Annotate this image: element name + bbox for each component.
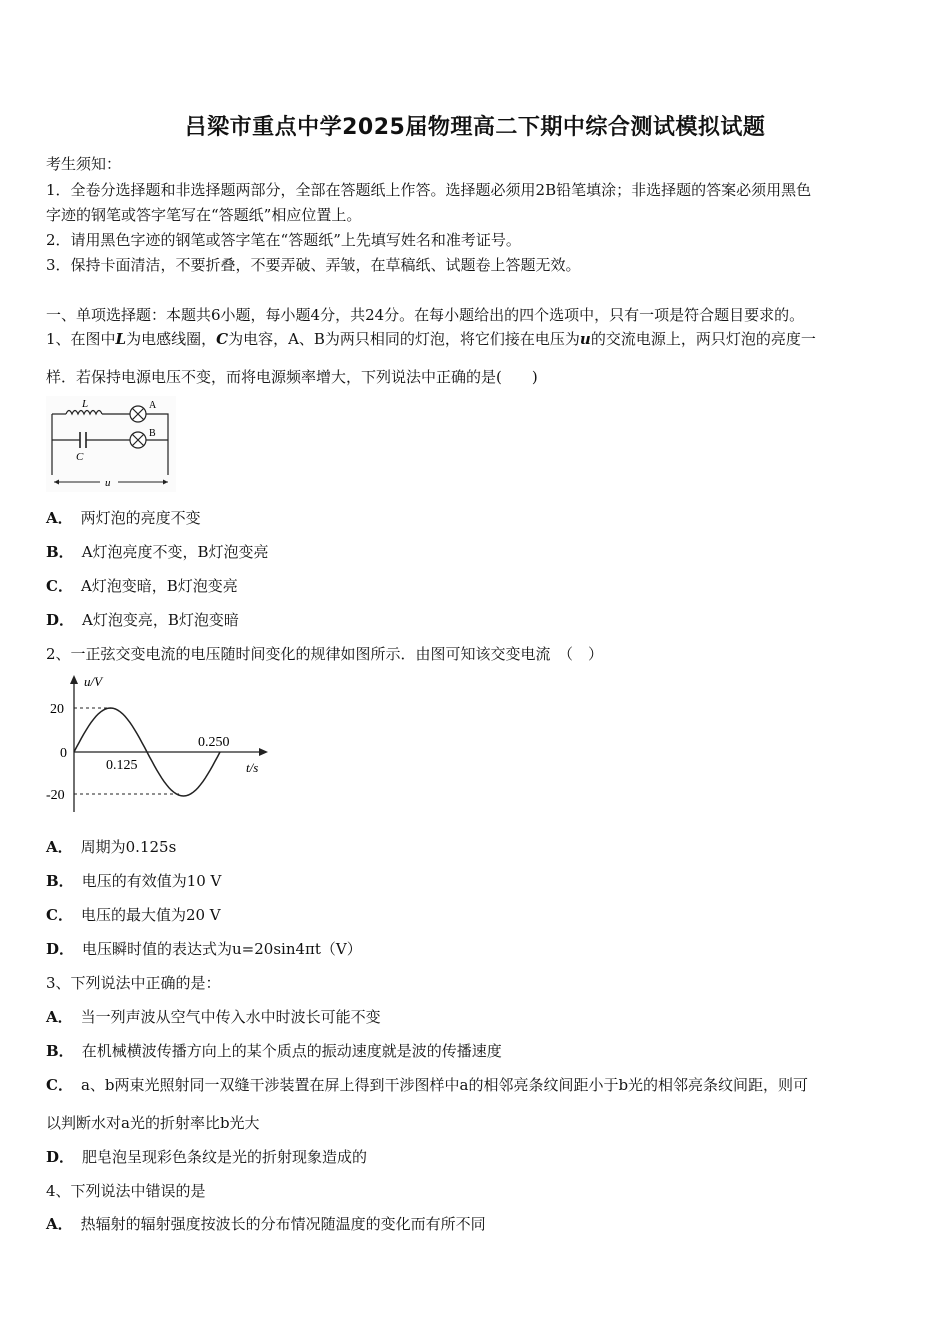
q1-option-c: C． A灯泡变暗，B灯泡变亮 — [46, 577, 238, 595]
notice-item: 3．保持卡面清洁，不要折叠，不要弄破、弄皱，在草稿纸、试题卷上答题无效。 — [46, 256, 581, 274]
x-tick-period: 0.250 — [198, 735, 230, 750]
notice-item: 2．请用黑色字迹的钢笔或答字笔在“答题纸”上先填写姓名和准考证号。 — [46, 231, 521, 249]
q1-symbol-u: u — [579, 330, 591, 348]
q1-circuit-diagram — [46, 396, 176, 492]
source-voltage-label: u — [105, 477, 111, 489]
q1-stem-part: 为电容，A、B为两只相同的灯泡，将它们接在电压为 — [228, 330, 580, 348]
q1-stem-line1 — [46, 328, 816, 349]
q1-option-d: D． A灯泡变亮，B灯泡变暗 — [46, 611, 239, 629]
x-axis-label: t/s — [246, 760, 259, 775]
x-axis-arrow-icon — [259, 748, 268, 756]
y-tick-zero: 0 — [60, 746, 67, 761]
notice-heading: 考生须知： — [46, 155, 122, 173]
y-tick-max: 20 — [50, 702, 64, 717]
q4-stem: 4、下列说法中错误的是 — [46, 1182, 206, 1200]
q2-option-c: C． 电压的最大值为20 V — [46, 906, 221, 924]
q2-stem: 2、一正弦交变电流的电压随时间变化的规律如图所示．由图可知该交变电流 （ ） — [46, 645, 604, 663]
q3-option-d: D． 肥皂泡呈现彩色条纹是光的折射现象造成的 — [46, 1148, 368, 1166]
q3-option-b: B． 在机械横波传播方向上的某个质点的振动速度就是波的传播速度 — [46, 1042, 502, 1060]
y-axis-label: u/V — [84, 674, 103, 689]
notice-item: 1．全卷分选择题和非选择题两部分，全部在答题纸上作答。选择题必须用2B铅笔填涂；非选择题的答案必须用黑色 — [46, 181, 812, 199]
y-axis-arrow-icon — [70, 675, 78, 684]
capacitor-label: C — [76, 451, 84, 463]
q1-stem-part: 为电感线圈， — [126, 330, 217, 348]
q1-symbol-L: L — [115, 330, 127, 348]
q2-option-d: D． 电压瞬时值的表达式为u=20sin4πt（V） — [46, 940, 362, 958]
page-title: 吕梁市重点中学2025届物理高二下期中综合测试模拟试题 — [184, 115, 766, 140]
q2-sine-graph — [40, 670, 270, 815]
section-heading: 一、单项选择题：本题共6小题，每小题4分，共24分。在每小题给出的四个选项中，只有一项是符合题目要求的。 — [46, 306, 805, 324]
y-tick-min: -20 — [46, 788, 65, 803]
q4-option-a: A． 热辐射的辐射强度按波长的分布情况随温度的变化而有所不同 — [46, 1215, 486, 1233]
q1-stem-part: 1、在图中 — [46, 330, 116, 348]
inductor-label: L — [82, 398, 89, 410]
q3-option-a: A． 当一列声波从空气中传入水中时波长可能不变 — [46, 1008, 381, 1026]
notice-item: 字迹的钢笔或答字笔写在“答题纸”相应位置上。 — [46, 206, 362, 224]
q3-option-c: C． a、b两束光照射同一双缝干涉装置在屏上得到干涉图样中a的相邻亮条纹间距小于b光的相邻亮条纹间距，则可 — [46, 1076, 809, 1094]
lamp-b-label: B — [149, 428, 156, 439]
q2-option-b: B． 电压的有效值为10 V — [46, 872, 222, 890]
q3-stem: 3、下列说法中正确的是： — [46, 974, 221, 992]
q1-option-a: A． 两灯泡的亮度不变 — [46, 509, 201, 527]
q2-option-a: A． 周期为0.125s — [46, 838, 177, 856]
q1-stem-line2: 样．若保持电源电压不变，而将电源频率增大，下列说法中正确的是( ) — [46, 368, 538, 386]
q1-option-b: B． A灯泡亮度不变，B灯泡变亮 — [46, 543, 269, 561]
q3-option-c-continued: 以判断水对a光的折射率比b光大 — [46, 1114, 260, 1132]
lamp-a-label: A — [149, 400, 157, 411]
q1-stem-part: 的交流电源上，两只灯泡的亮度一 — [590, 330, 816, 348]
x-tick-half-period: 0.125 — [106, 758, 138, 773]
q1-symbol-C: C — [216, 330, 229, 348]
